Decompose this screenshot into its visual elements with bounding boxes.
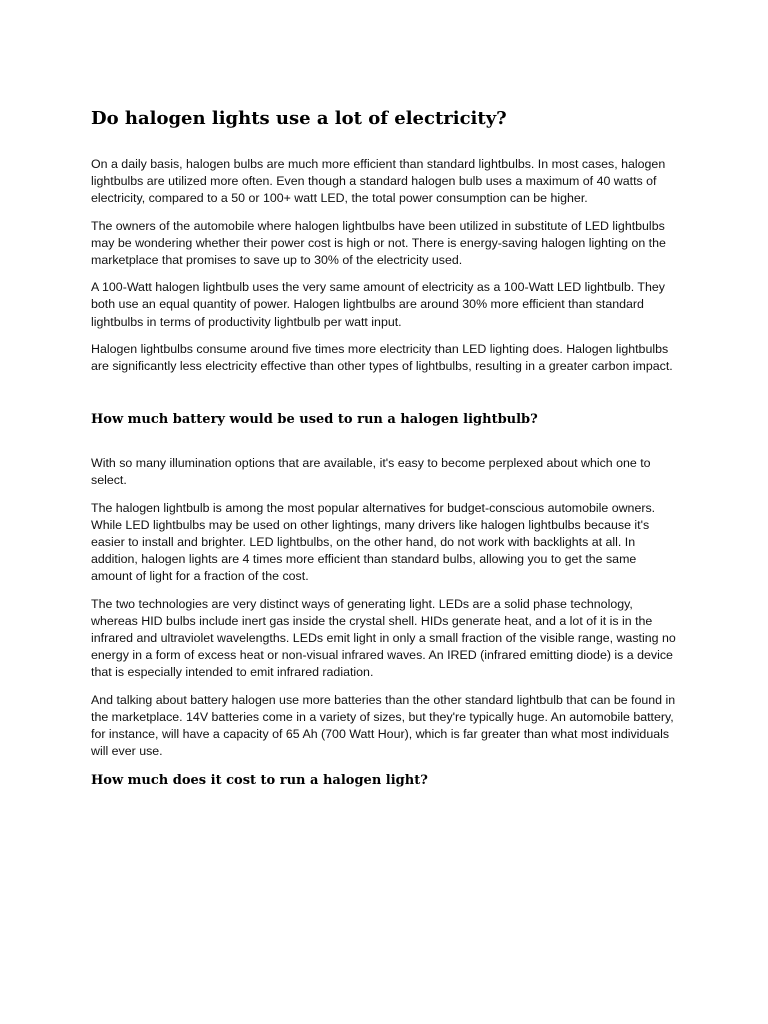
section-heading-battery: How much battery would be used to run a halogen lightbulb? (91, 412, 538, 428)
article-title: Do halogen lights use a lot of electricity? (91, 108, 507, 129)
section-heading-cost: How much does it cost to run a halogen light? (91, 773, 428, 789)
section-electricity-use (91, 156, 681, 375)
paragraph: And talking about battery halogen use more batteries than the other standard lightbulb that can be found in the marketplace. 14V batteries come in a variety of sizes, but they're typically huge. An automobile battery, for instance, will have a capacity of 65 Ah (700 Watt Hour), which is far greater than what most individuals will ever use. (91, 692, 676, 759)
paragraph: The halogen lightbulb is among the most popular alternatives for budget-conscious automobile owners. While LED lightbulbs may be used on other lightings, many drivers like halogen lightbulbs because it's easier to install and brighter. LED lightbulbs, on the other hand, do not work with backlights at all. In addition, halogen lights are 4 times more efficient than standard bulbs, allowing you to get the same amount of light for a fraction of the cost. (91, 500, 656, 584)
paragraph: A 100-Watt halogen lightbulb uses the very same amount of electricity as a 100-Watt LED lightbulb. They both use an equal quantity of power. Halogen lightbulbs are around 30% more efficient than standard lightbulbs in terms of productivity lightbulb per watt input. (91, 280, 665, 329)
paragraph: Halogen lightbulbs consume around five times more electricity than LED lighting does. Halogen lightbulbs are significantly less electricity effective than other types of lightbulbs, resulting in a greater carbon impact. (91, 341, 673, 374)
paragraph: With so many illumination options that are available, it's easy to become perplexed about which one to select. (91, 456, 651, 488)
section-battery-use (91, 455, 681, 760)
paragraph: The two technologies are very distinct ways of generating light. LEDs are a solid phase technology, whereas HID bulbs include inert gas inside the crystal shell. HIDs generate heat, and a lot of it is in the infrared and ultraviolet wavelengths. LEDs emit light in only a small fraction of the visible range, wasting no energy in a form of excess heat or non-visual infrared waves. An IRED (infrared emitting diode) is a device that is especially intended to emit infrared radiation. (91, 596, 676, 680)
paragraph: On a daily basis, halogen bulbs are much more efficient than standard lightbulbs. In most cases, halogen lightbulbs are utilized more often. Even though a standard halogen bulb uses a maximum of 40 watts of electricity, compared to a 50 or 100+ watt LED, the total power consumption can be higher. (91, 157, 666, 206)
article-body (91, 108, 681, 788)
paragraph: The owners of the automobile where halogen lightbulbs have been utilized in substitute of LED lightbulbs may be wondering whether their power cost is high or not. There is energy-saving halogen lighting on the marketplace that promises to save up to 30% of the electricity used. (91, 218, 666, 268)
